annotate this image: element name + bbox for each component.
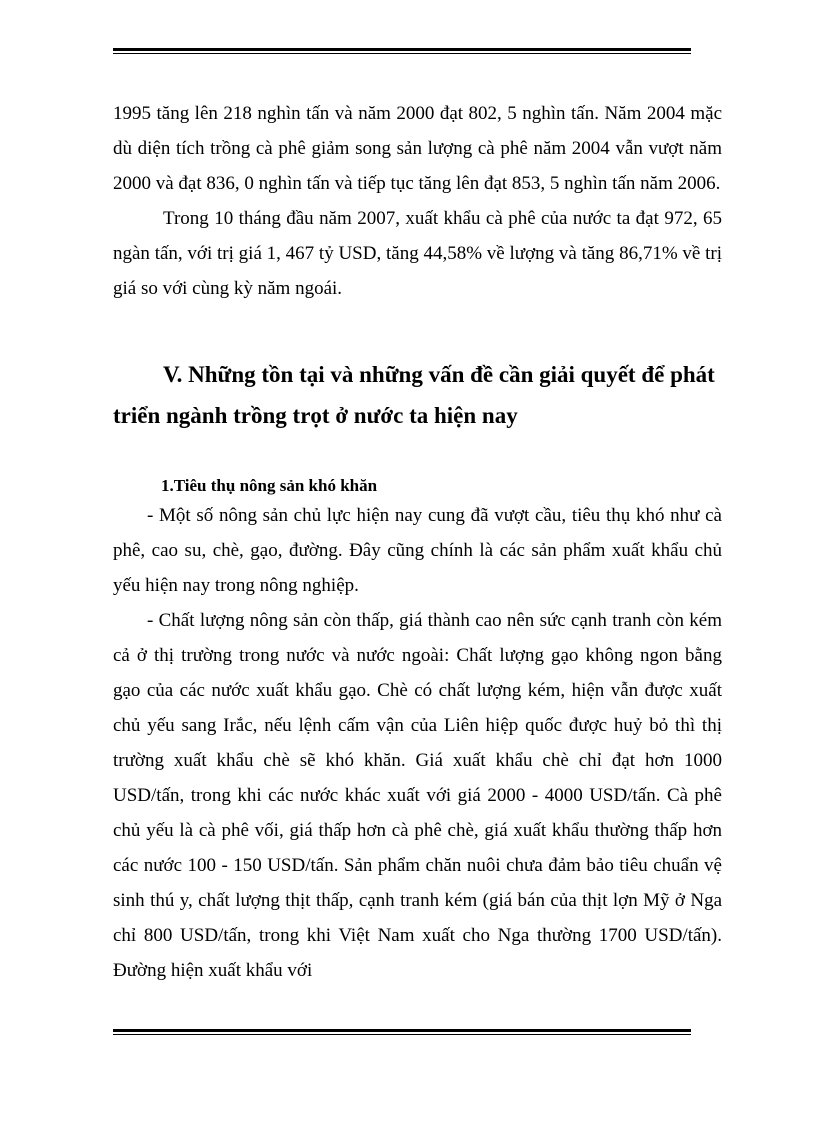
page-content (113, 96, 722, 988)
paragraph-coffee-export: Trong 10 tháng đầu năm 2007, xuất khẩu cà phê của nước ta đạt 972, 65 ngàn tấn, với trị giá 1, 467 tỷ USD, tăng 44,58% về lượng và tăng 86,71% về trị giá so với cùng kỳ năm ngoái. (113, 208, 722, 299)
section-heading: V. Những tồn tại và những vấn đề cần giải quyết để phát triển ngành trồng trọt ở nước ta hiện nay (113, 362, 715, 428)
paragraph-oversupply: - Một số nông sản chủ lực hiện nay cung đã vượt cầu, tiêu thụ khó như cà phê, cao su, chè, gạo, đường. Đây cũng chính là các sản phẩm xuất khẩu chủ yếu hiện nay trong nông nghiệp. (113, 505, 722, 596)
paragraph-coffee-output: 1995 tăng lên 218 nghìn tấn và năm 2000 đạt 802, 5 nghìn tấn. Năm 2004 mặc dù diện tích trồng cà phê giảm song sản lượng cà phê năm 2004 vẫn vượt năm 2000 và đạt 836, 0 nghìn tấn và tiếp tục tăng lên đạt 853, 5 nghìn tấn năm 2006. (113, 103, 722, 194)
paragraph-low-quality: - Chất lượng nông sản còn thấp, giá thành cao nên sức cạnh tranh còn kém cả ở thị trường trong nước và nước ngoài: Chất lượng gạo không ngon bằng gạo của các nước xuất khẩu gạo. Chè có chất lượng kém, hiện vẫn được xuất chủ yếu sang Irắc, nếu lệnh cấm vận của Liên hiệp quốc được huỷ bỏ thì thị trường xuất khẩu chè sẽ khó khăn. Giá xuất khẩu chè chỉ đạt hơn 1000 USD/tấn, trong khi các nước khác xuất với giá 2000 - 4000 USD/tấn. Cà phê chủ yếu là cà phê vối, giá thấp hơn cà phê chè, giá xuất khẩu thường thấp hơn các nước 100 - 150 USD/tấn. Sản phẩm chăn nuôi chưa đảm bảo tiêu chuẩn vệ sinh thú y, chất lượng thịt thấp, cạnh tranh kém (giá bán của thịt lợn Mỹ ở Nga chỉ 800 USD/tấn, trong khi Việt Nam xuất cho Nga thường 1700 USD/tấn). Đường hiện xuất khẩu với (113, 610, 722, 981)
footer-rule (113, 1029, 691, 1035)
subsection-heading: 1.Tiêu thụ nông sản khó khăn (161, 476, 378, 495)
header-rule (113, 48, 691, 54)
